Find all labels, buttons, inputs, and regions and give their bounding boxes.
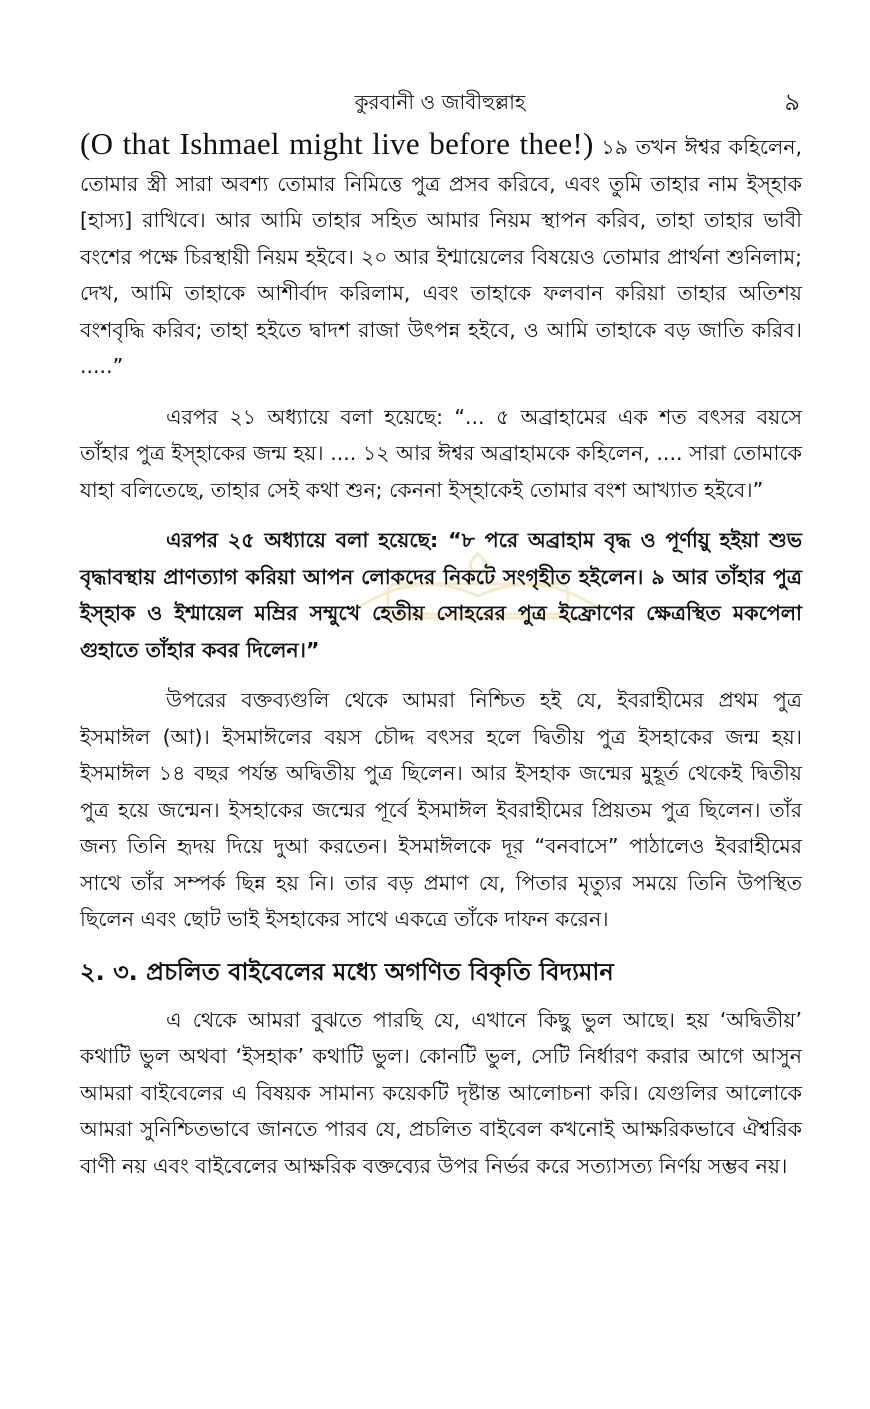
paragraph-genesis-25: এরপর ২৫ অধ্যায়ে বলা হয়েছে: “৮ পরে অব্রাহাম বৃদ্ধ ও পূর্ণায়ু হইয়া শুভ বৃদ্ধাবস্থায় প্রাণত্যাগ করিয়া আপন লোকদের নিকটে সংগৃহীত হইলেন। ৯ আর তাঁহার পুত্র ইস্‌হাক ও ইশ্মায়েল মম্রির সম্মুখে হেতীয় সোহরের পুত্র ইফ্রোণের ক্ষেত্রস্থিত মকপেলা গুহাতে তাঁহার কবর দিলেন।” — [80, 528, 802, 662]
english-quote: (O that Ishmael might live before thee!) — [80, 126, 594, 161]
body-text — [80, 126, 802, 1184]
paragraph-conclusion: উপরের বক্তব্যগুলি থেকে আমরা নিশ্চিত হই যে, ইবরাহীমের প্রথম পুত্র ইসমাঈল (আ)। ইসমাঈলের বয়স চৌদ্দ বৎসর হলে দ্বিতীয় পুত্র ইসহাকের জন্ম হয়। ইসমাঈল ১৪ বছর পর্যন্ত অদ্বিতীয় পুত্র ছিলেন। আর ইসহাক জন্মের মুহূর্ত থেকেই দ্বিতীয় পুত্র হয়ে জন্মেন। ইসহাকের জন্মের পূর্বে ইসমাঈল ইবরাহীমের প্রিয়তম পুত্র ছিলেন। তাঁর জন্য তিনি হৃদয় দিয়ে দুআ করতেন। ইসমাঈলকে দূর “বনবাসে” পাঠালেও ইবরাহীমের সাথে তাঁর সম্পর্ক ছিন্ন হয় নি। তার বড় প্রমাণ যে, পিতার মৃত্যুর সময়ে তিনি উপস্থিত ছিলেন এবং ছোট ভাই ইসহাকের সাথে একত্রে তাঁকে দাফন করেন। — [80, 688, 802, 931]
bengali-text: ১৯ তখন ঈশ্বর কহিলেন, তোমার স্ত্রী সারা অবশ্য তোমার নিমিত্তে পুত্র প্রসব করিবে, এবং তুমি তাহার নাম ইস্‌হাক [হাস্য] রাখিবে। আর আমি তাহার সহিত আমার নিয়ম স্থাপন করিব, তাহা তাহার ভাবী বংশের পক্ষে চিরস্থায়ী নিয়ম হইবে। ২০ আর ইশ্মায়েলের বিষয়েও তোমার প্রার্থনা শুনিলাম; দেখ, আমি তাহাকে আশীর্বাদ করিলাম, এবং তাহাকে ফলবান করিয়া তাহার অতিশয় বংশবৃদ্ধি করিব; তাহা হইতে দ্বাদশ রাজা উৎপন্ন হইবে, ও আমি তাহাকে বড় জাতি করিব। .....” — [80, 135, 802, 378]
paragraph-genesis-21: এরপর ২১ অধ্যায়ে বলা হয়েছে: “... ৫ অব্রাহামের এক শত বৎসর বয়সে তাঁহার পুত্র ইস্‌হাকের জন্ম হয়। .... ১২ আর ঈশ্বর অব্রাহামকে কহিলেন, .... সারা তোমাকে যাহা বলিতেছে, তাহার সেই কথা শুন; কেননা ইস্‌হাকেই তোমার বংশ আখ্যাত হইবে।” — [80, 404, 802, 502]
running-title: কুরবানী ও জাবীহুল্লাহ — [354, 90, 526, 114]
paragraph-quote-genesis-17 — [80, 126, 802, 385]
page-number: ৯ — [784, 88, 800, 116]
paragraph-section-intro: এ থেকে আমরা বুঝতে পারছি যে, এখানে কিছু ভুল আছে। হয় ‘অদ্বিতীয়’ কথাটি ভুল অথবা ‘ইসহাক’ কথাটি ভুল। কোনটি ভুল, সেটি নির্ধারণ করার আগে আসুন আমরা বাইবেলের এ বিষয়ক সামান্য কয়েকটি দৃষ্টান্ত আলোচনা করি। যেগুলির আলোকে আমরা সুনিশ্চিতভাবে জানতে পারব যে, প্রচলিত বাইবেল কখনোই আক্ষরিকভাবে ঐশ্বরিক বাণী নয় এবং বাইবেলের আক্ষরিক বক্তব্যের উপর নির্ভর করে সত্যাসত্য নির্ণয় সম্ভব নয়। — [80, 1007, 802, 1178]
section-heading: ২. ৩. প্রচলিত বাইবেলের মধ্যে অগণিত বিকৃতি বিদ্যমান — [80, 957, 614, 986]
running-head — [80, 86, 800, 118]
